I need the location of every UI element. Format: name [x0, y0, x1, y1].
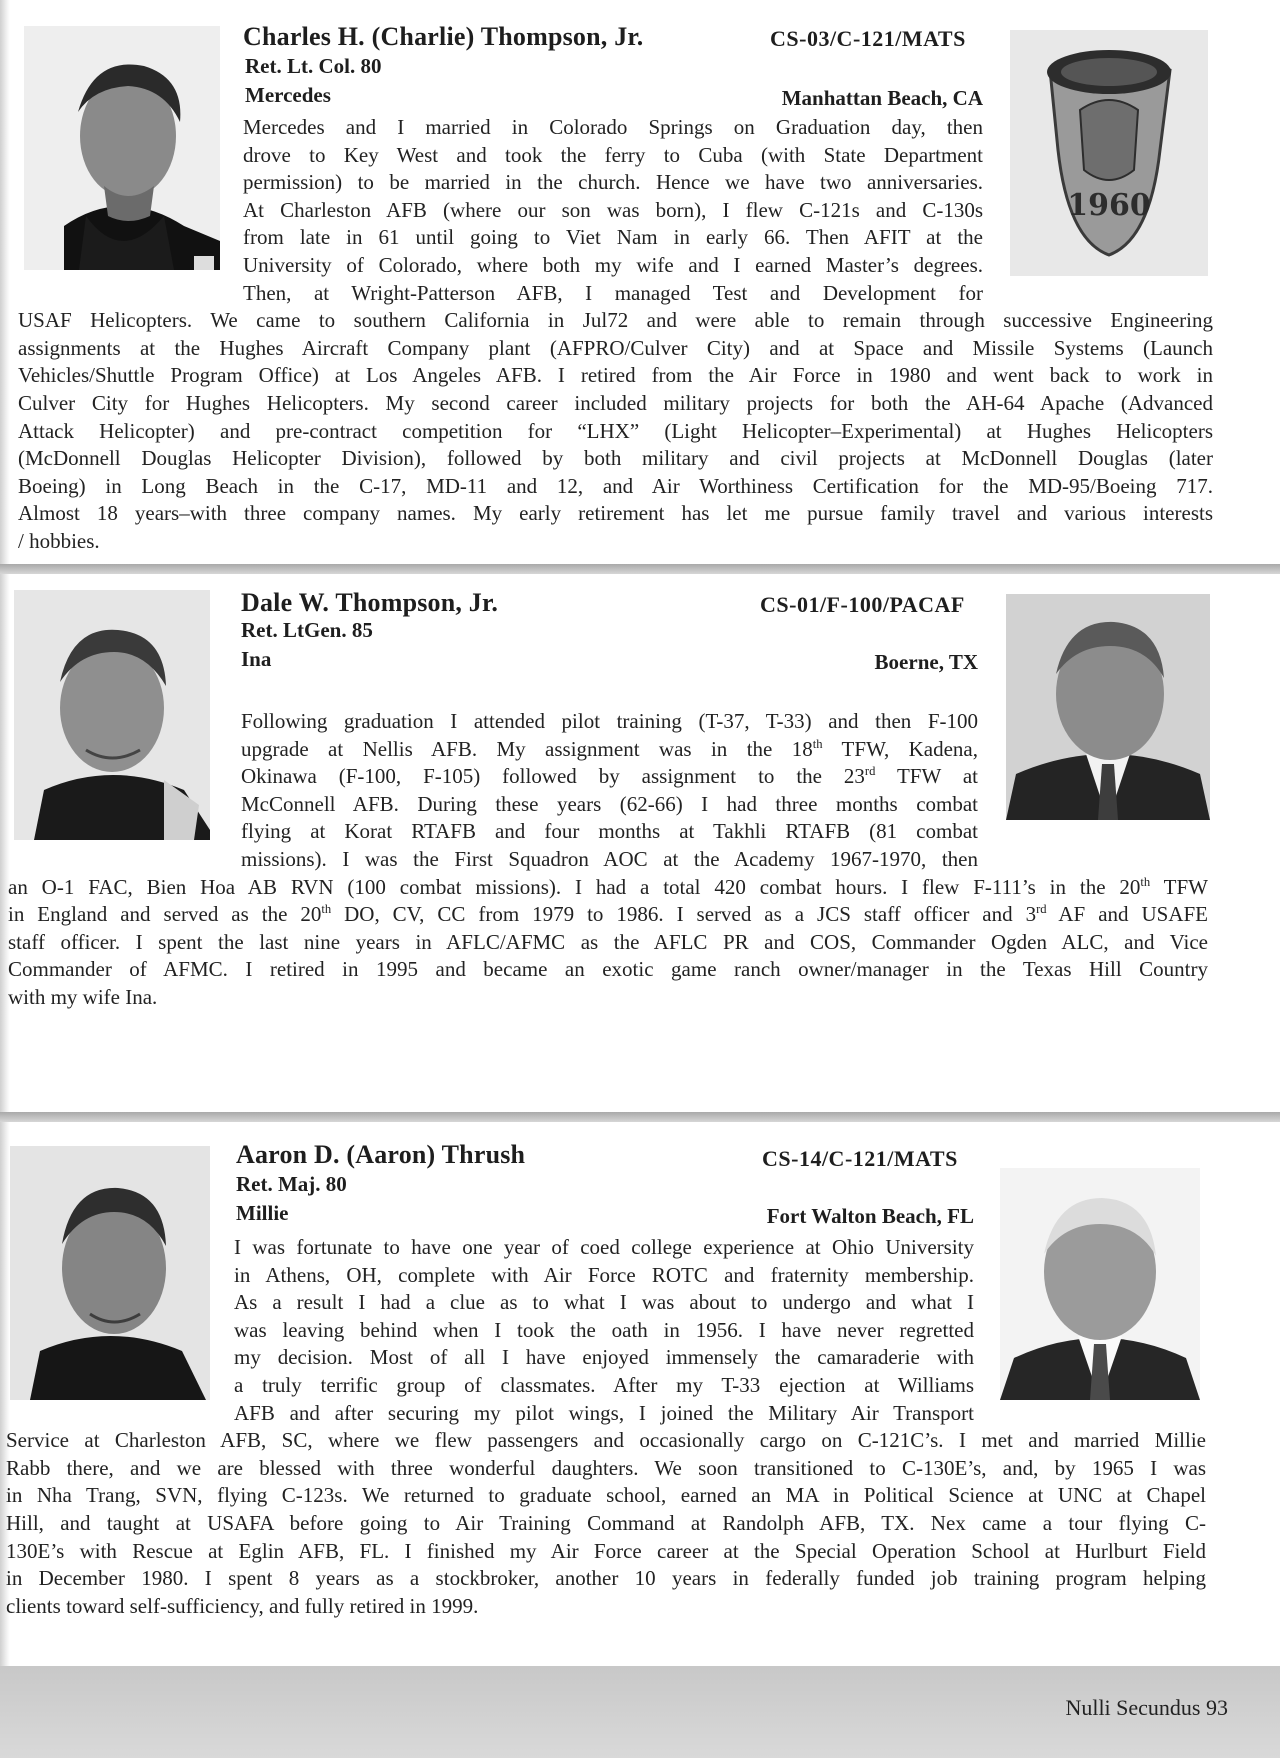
bio-line: Then, at Wright-Patterson AFB, I managed Test and Development for: [243, 280, 983, 305]
spouse-name: Ina: [241, 647, 272, 671]
bio-line: Okinawa (F-100, F-105) followed by assignment to the 23rd TFW at: [241, 764, 978, 789]
bio-line: Vehicles/Shuttle Program Office) at Los Angeles AFB. I retired from the Air Force in 1980 and went back to work in: [18, 363, 1213, 388]
bio-line: Service at Charleston AFB, SC, where we flew passengers and occasionally cargo on C-121C’s. I met and married Millie: [6, 1428, 1206, 1453]
rank-line: Ret. LtGen. 85: [241, 618, 373, 642]
person-name: Charles H. (Charlie) Thompson, Jr.: [243, 22, 644, 51]
bio-line: in Nha Trang, SVN, flying C-123s. We returned to graduate school, earned an MA in Political Science at UNC at Chapel: [6, 1483, 1206, 1508]
bio-line: permission) to be married in the church. Hence we have two anniversaries.: [243, 170, 983, 195]
spouse-name: Mercedes: [245, 83, 331, 107]
bio-line: drove to Key West and took the ferry to Cuba (with State Department: [243, 142, 983, 167]
bio-line: As a result I had a clue as to what I was about to undergo and what I: [234, 1290, 974, 1315]
bio-line: 130E’s with Rescue at Eglin AFB, FL. I finished my Air Force career at the Special Operation School at Hurlburt Field: [6, 1538, 1206, 1563]
bio-line: Commander of AFMC. I retired in 1995 and became an exotic game ranch owner/manager in the Texas Hill Country: [8, 957, 1208, 982]
bio-line: was leaving behind when I took the oath in 1956. I have never regretted: [234, 1317, 974, 1342]
bio-line: an O-1 FAC, Bien Hoa AB RVN (100 combat missions). I had a total 420 combat hours. I flew F-111’s in the 20th TFW: [8, 874, 1208, 899]
bio-line: Following graduation I attended pilot training (T-37, T-33) and then F-100: [241, 709, 978, 733]
bio-line: Attack Helicopter) and pre-contract competition for “LHX” (Light Helicopter–Experimental) at Hughes Helicopters: [18, 418, 1213, 443]
bio-line: clients toward self-sufficiency, and fully retired in 1999.: [6, 1593, 479, 1618]
location: Fort Walton Beach, FL: [766, 1204, 974, 1228]
bio-line: I was fortunate to have one year of coed college experience at Ohio University: [234, 1235, 974, 1259]
person-name: Aaron D. (Aaron) Thrush: [236, 1140, 526, 1169]
spouse-name: Millie: [236, 1201, 289, 1225]
bio-line: (McDonnell Douglas Helicopter Division), followed by both military and civil projects at McDonnell Douglas (later: [18, 446, 1213, 471]
bio-line: Hill, and taught at USAFA before going to Air Training Command at Randolph AFB, TX. Nex came a tour flying C-: [6, 1511, 1206, 1535]
bio-line: Rabb there, and we are blessed with three wonderful daughters. We soon transitioned to C-130E’s, and, by 1965 I was: [6, 1455, 1206, 1480]
assignment-code: CS-01/F-100/PACAF: [760, 592, 965, 617]
person-name: Dale W. Thompson, Jr.: [241, 588, 499, 617]
bio-line: At Charleston AFB (where our son was born), I flew C-121s and C-130s: [243, 197, 983, 222]
location: Manhattan Beach, CA: [781, 86, 983, 110]
bio-line: Culver City for Hughes Helicopters. My second career included military projects for both the AH-64 Apache (Advanced: [18, 391, 1213, 415]
bio-line: Boeing) in Long Beach in the C-17, MD-11 and 12, and Air Worthiness Certification for the MD-95/Boeing 717.: [18, 473, 1213, 498]
bio-line: USAF Helicopters. We came to southern California in Jul72 and were able to remain through successive Engineering: [18, 308, 1213, 333]
bio-line: Mercedes and I married in Colorado Springs on Graduation day, then: [243, 115, 983, 139]
bio-entry-thompson-dale: [0, 574, 1280, 1114]
bio-line: Almost 18 years–with three company names. My early retirement has let me pursue family travel and various interests: [18, 501, 1213, 526]
rank-line: Ret. Lt. Col. 80: [245, 54, 382, 78]
biography-text: [0, 114, 1280, 554]
bio-line: / hobbies.: [18, 529, 100, 553]
bio-line: in December 1980. I spent 8 years as a stockbroker, another 10 years in federally funded job training program helping: [6, 1566, 1206, 1591]
section-divider: [0, 1112, 1280, 1122]
assignment-code: CS-03/C-121/MATS: [770, 26, 966, 51]
bio-line: with my wife Ina.: [8, 985, 158, 1009]
assignment-code: CS-14/C-121/MATS: [762, 1146, 958, 1171]
bio-line: University of Colorado, where both my wife and I earned Master’s degrees.: [243, 253, 983, 277]
biography-text: [0, 708, 1280, 1088]
bio-line: in Athens, OH, complete with Air Force ROTC and fraternity membership.: [234, 1262, 974, 1287]
bio-line: assignments at the Hughes Aircraft Company plant (AFPRO/Culver City) and at Space and Missile Systems (Launch: [18, 335, 1213, 360]
bio-line: AFB and after securing my pilot wings, I joined the Military Air Transport: [234, 1400, 974, 1425]
bio-entry-thompson-charles: [0, 0, 1280, 560]
bio-line: missions). I was the First Squadron AOC at the Academy 1967-1970, then: [241, 847, 978, 871]
bio-line: a truly terrific group of classmates. After my T-33 ejection at Williams: [234, 1373, 974, 1397]
bio-line: upgrade at Nellis AFB. My assignment was in the 18th TFW, Kadena,: [241, 736, 978, 761]
bio-entry-thrush-aaron: [0, 1122, 1280, 1666]
bio-line: McConnell AFB. During these years (62-66) I had three months combat: [241, 791, 978, 816]
rank-line: Ret. Maj. 80: [236, 1172, 347, 1196]
bio-line: my decision. Most of all I have enjoyed immensely the camaraderie with: [234, 1345, 974, 1370]
bio-line: staff officer. I spent the last nine years in AFLC/AFMC as the AFLC PR and COS, Commander Ogden ALC, and Vice: [8, 929, 1208, 954]
bio-line: from late in 61 until going to Viet Nam in early 66. Then AFIT at the: [243, 225, 983, 250]
bio-line: flying at Korat RTAFB and four months at Takhli RTAFB (81 combat: [241, 819, 978, 844]
page-folio: Nulli Secundus 93: [1065, 1695, 1228, 1720]
location: Boerne, TX: [874, 650, 978, 674]
bio-line: in England and served as the 20th DO, CV, CC from 1979 to 1986. I served as a JCS staff officer and 3rd AF and USAFE: [8, 902, 1209, 927]
section-divider: [0, 564, 1280, 574]
ring-year: 1960: [1067, 188, 1151, 223]
biography-text: [0, 1234, 1280, 1654]
